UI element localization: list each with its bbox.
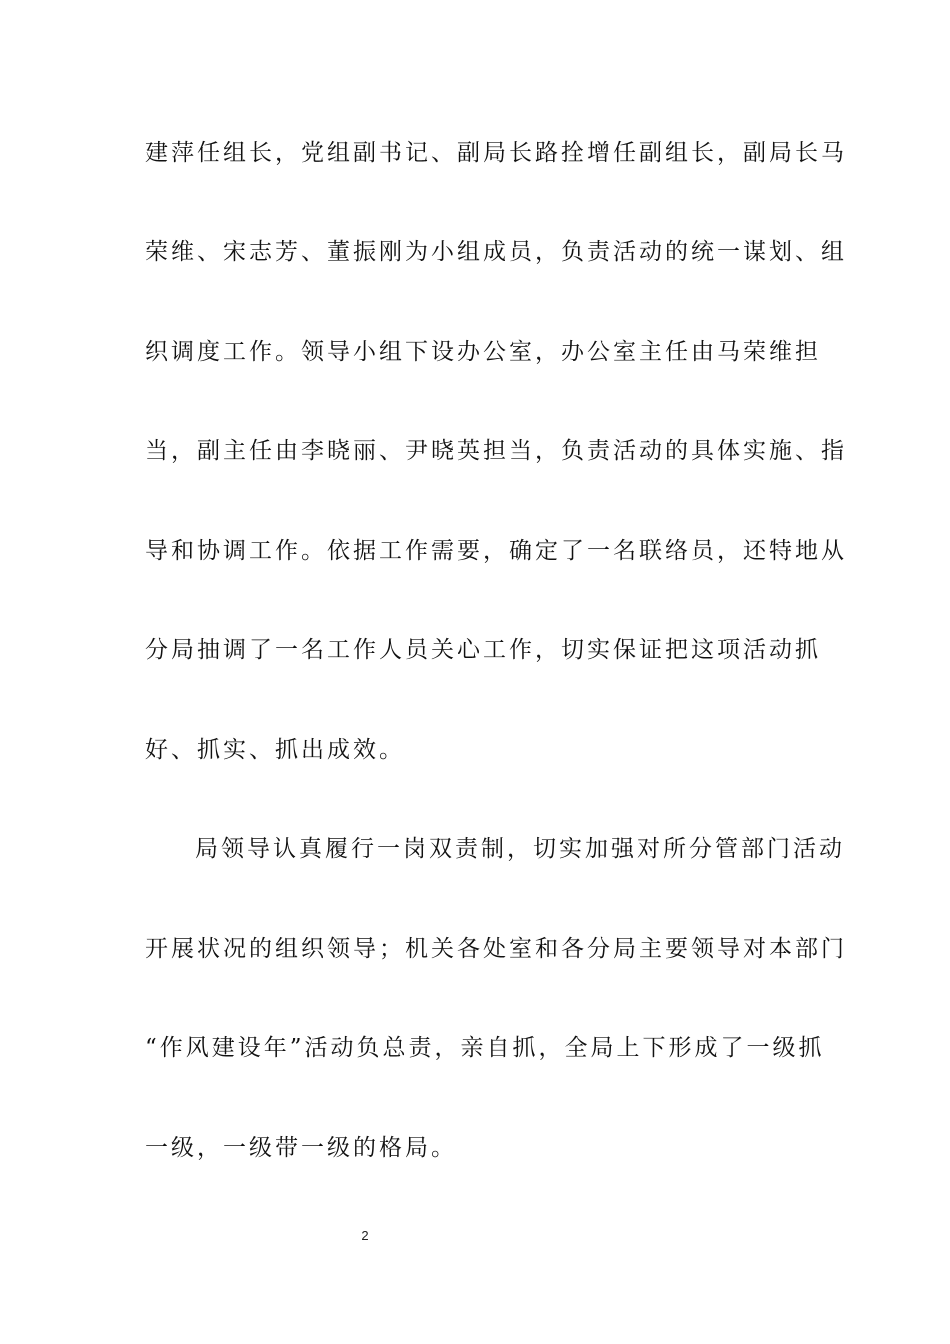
text-line-2: 荣维、宋志芳、董振刚为小组成员，负责活动的统一谋划、组 <box>145 239 847 265</box>
text-line-10: “作风建设年”活动负总责，亲自抓，全局上下形成了一级抓 <box>145 1035 825 1061</box>
text-line-5: 导和协调工作。依据工作需要，确定了一名联络员，还特地从 <box>145 538 847 564</box>
text-line-9: 开展状况的组织领导；机关各处室和各分局主要领导对本部门 <box>145 936 847 962</box>
text-line-4: 当，副主任由李晓丽、尹晓英担当，负责活动的具体实施、指 <box>145 438 847 464</box>
text-line-6: 分局抽调了一名工作人员关心工作，切实保证把这项活动抓 <box>145 637 821 663</box>
page-number: 2 <box>361 1228 369 1243</box>
paragraph-2-first-line: 局领导认真履行一岗双责制，切实加强对所分管部门活动 <box>195 836 845 862</box>
text-line-7: 好、抓实、抓出成效。 <box>145 737 405 763</box>
text-line-3: 织调度工作。领导小组下设办公室，办公室主任由马荣维担 <box>145 339 821 365</box>
text-line-1: 建萍任组长，党组副书记、副局长路拴增任副组长，副局长马 <box>145 140 847 166</box>
text-line-11: 一级，一级带一级的格局。 <box>145 1135 457 1161</box>
